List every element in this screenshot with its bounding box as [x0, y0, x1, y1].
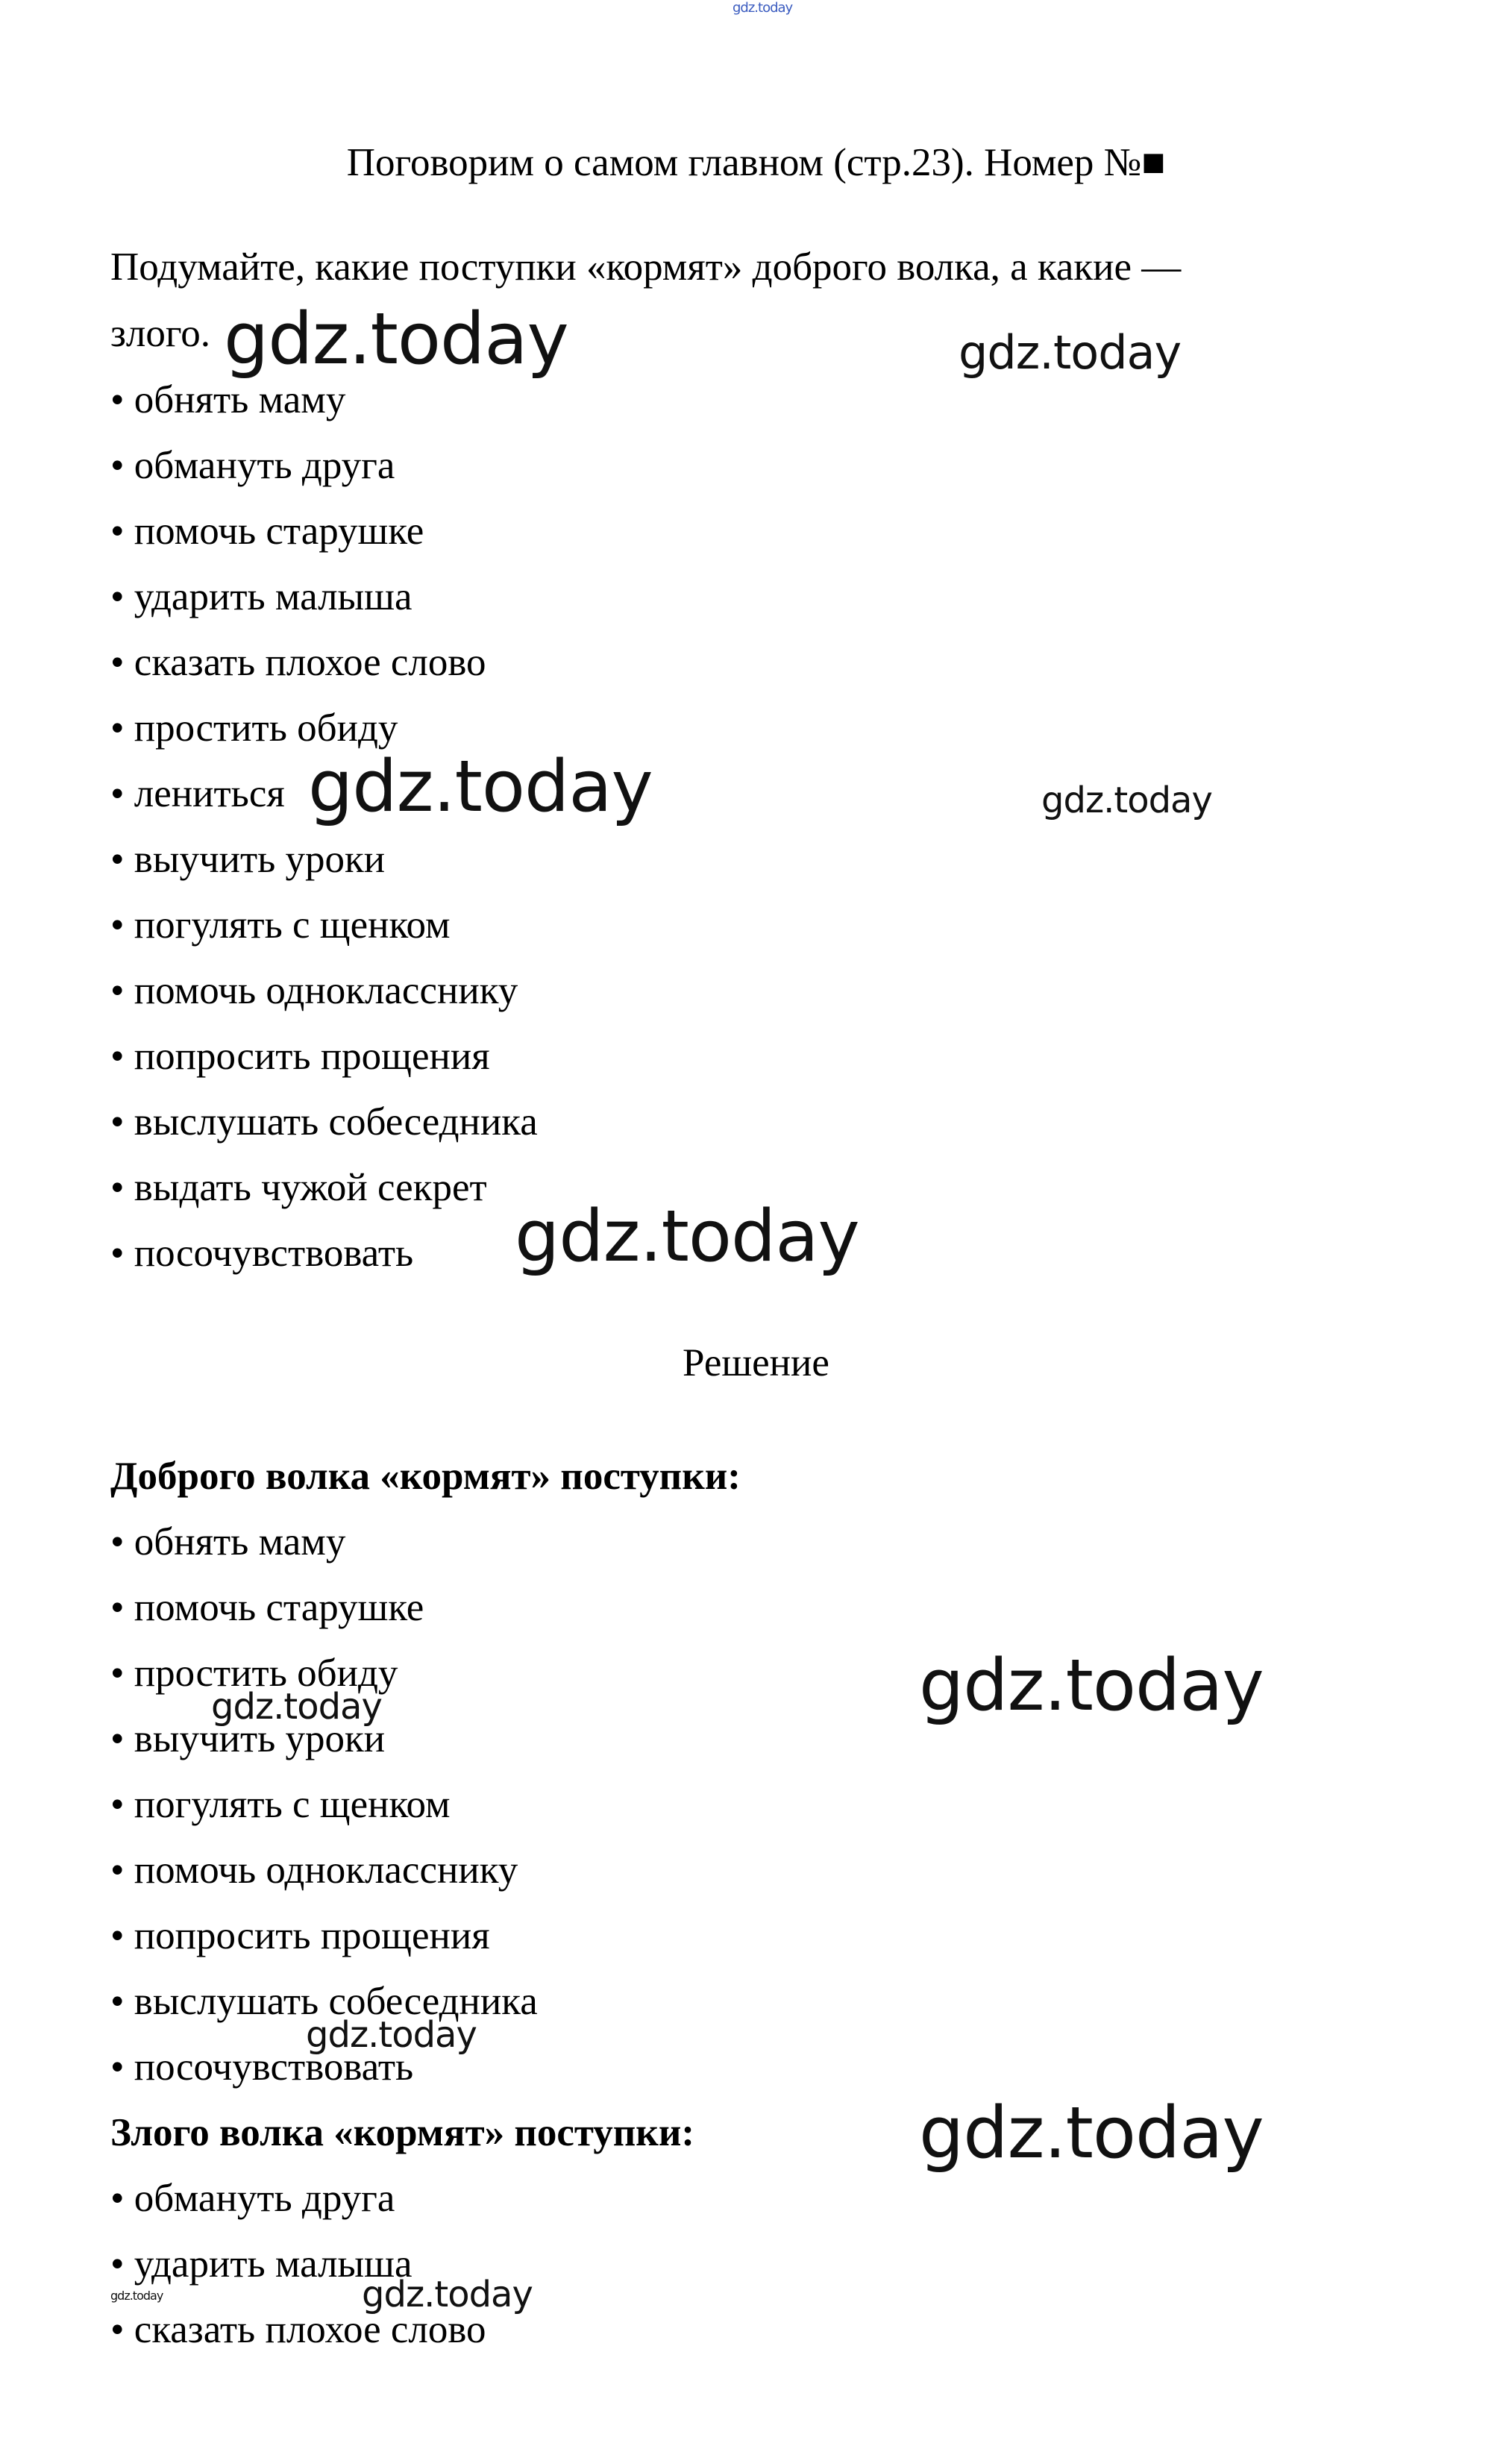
list-item: • выслушать собеседника: [110, 1100, 538, 1144]
list-item: • ударить малыша: [110, 2242, 412, 2286]
watermark-logo: gdz.today: [515, 1196, 859, 1278]
task-text-line1: Подумайте, какие поступки «кормят» доброго волка, а какие —: [110, 245, 1182, 289]
task-text-line2: злого.: [110, 312, 211, 355]
list-item: • посочувствовать: [110, 1232, 414, 1275]
watermark-logo: gdz.today: [308, 746, 653, 828]
list-item: • обнять маму: [110, 1520, 346, 1564]
list-item: • помочь однокласснику: [110, 969, 518, 1012]
bad-wolf-heading: Злого волка «кормят» поступки:: [110, 2111, 695, 2154]
watermark-logo: gdz.today: [362, 2274, 533, 2315]
list-item: • помочь старушке: [110, 1586, 424, 1629]
list-item: • попросить прощения: [110, 1035, 490, 1078]
watermark-logo: gdz.today: [733, 0, 793, 16]
watermark-logo: gdz.today: [919, 1645, 1264, 1727]
watermark-logo: gdz.today: [224, 298, 568, 380]
watermark-logo: gdz.today: [1041, 780, 1212, 821]
watermark-logo: gdz.today: [959, 325, 1182, 380]
page-title: Поговорим о самом главном (стр.23). Номер №■: [346, 141, 1166, 184]
list-item: • выслушать собеседника: [110, 1980, 538, 2023]
list-item: • выдать чужой секрет: [110, 1166, 487, 1209]
watermark-logo: gdz.today: [211, 1686, 382, 1728]
list-item: • обмануть друга: [110, 444, 395, 487]
list-item: • попросить прощения: [110, 1914, 490, 1957]
watermark-logo: gdz.today: [306, 2014, 477, 2056]
list-item: • ударить малыша: [110, 575, 412, 618]
list-item: • обнять маму: [110, 378, 346, 421]
list-item: • помочь старушке: [110, 509, 424, 553]
list-item: • лениться: [110, 772, 285, 815]
list-item: • простить обиду: [110, 1652, 398, 1695]
good-wolf-heading: Доброго волка «кормят» поступки:: [110, 1455, 741, 1498]
list-item: • сказать плохое слово: [110, 641, 486, 684]
list-item: • погулять с щенком: [110, 1783, 451, 1826]
list-item: • помочь однокласснику: [110, 1848, 518, 1892]
list-item: • посочувствовать: [110, 2045, 414, 2089]
watermark-logo: gdz.today: [919, 2092, 1264, 2174]
list-item: • погулять с щенком: [110, 903, 451, 947]
list-item: • выучить уроки: [110, 1717, 386, 1760]
solution-heading: Решение: [683, 1341, 829, 1384]
list-item: • простить обиду: [110, 706, 398, 750]
list-item: • сказать плохое слово: [110, 2308, 486, 2351]
watermark-logo: gdz.today: [110, 2289, 163, 2303]
list-item: • выучить уроки: [110, 838, 386, 881]
list-item: • обмануть друга: [110, 2177, 395, 2220]
